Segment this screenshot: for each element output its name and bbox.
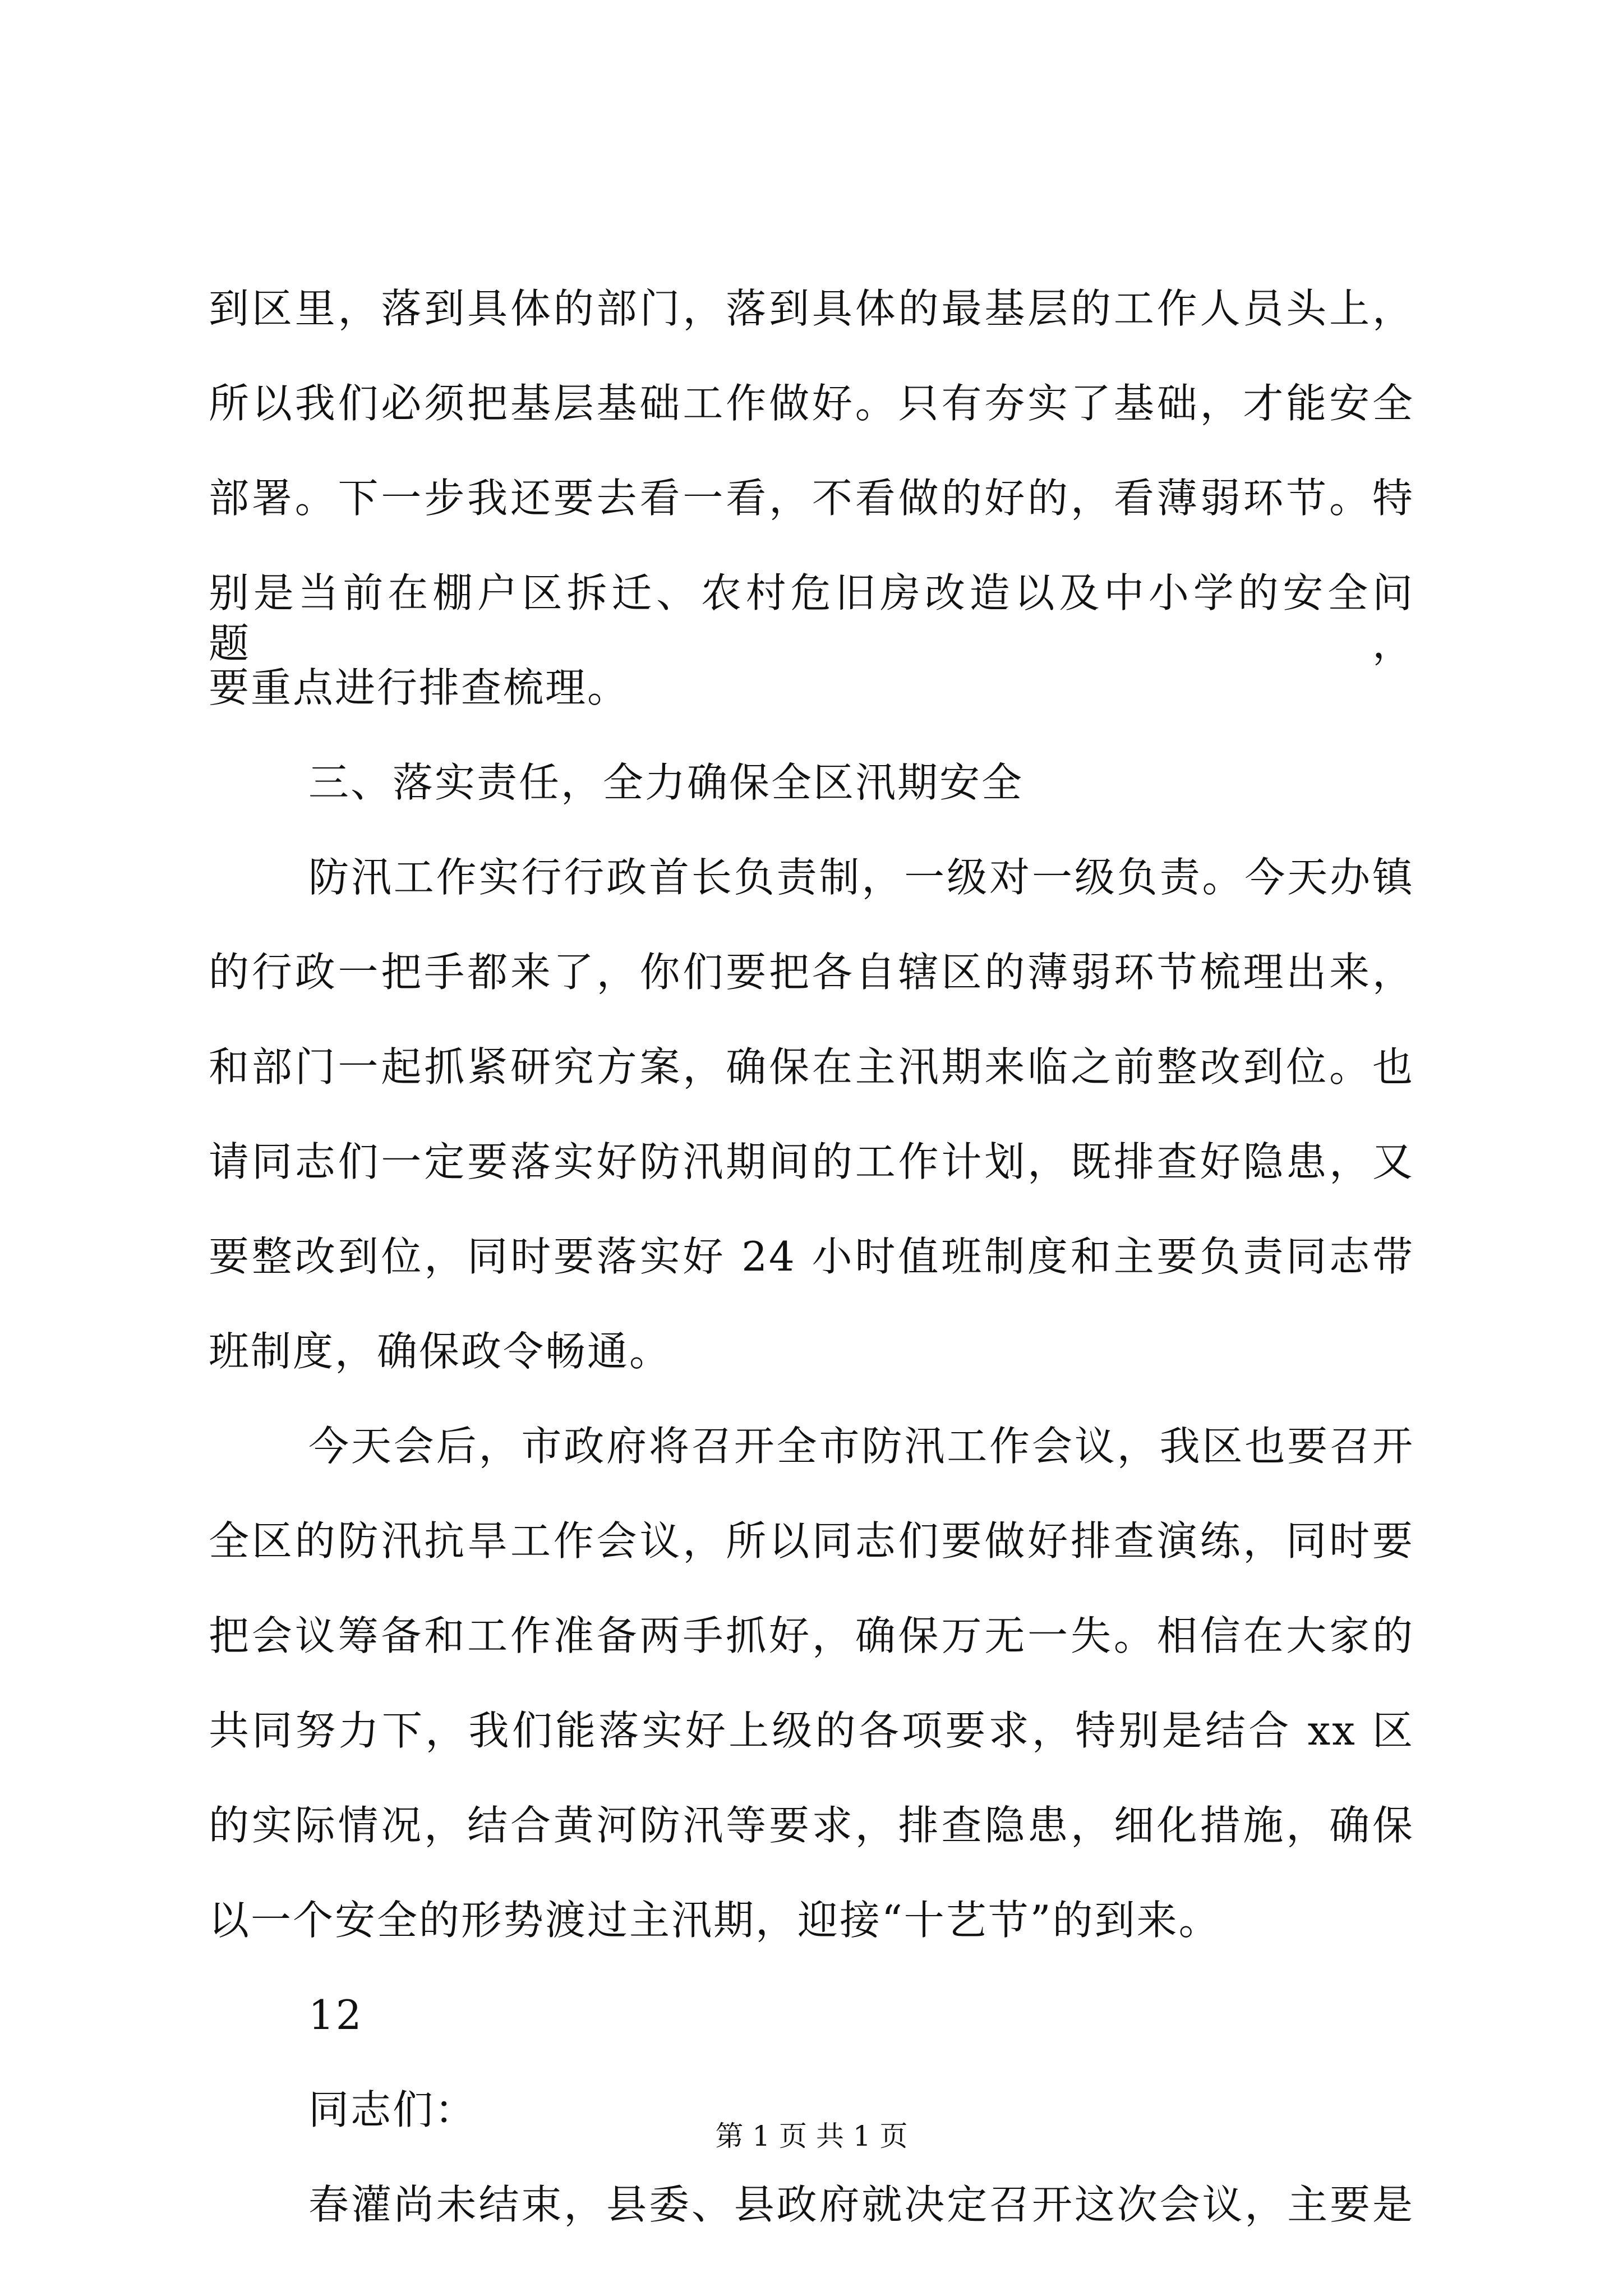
- paragraph-line: 共同努力下，我们能落实好上级的各项要求，特别是结合 xx 区: [209, 1707, 1414, 1754]
- paragraph-line: 到区里，落到具体的部门，落到具体的最基层的工作人员头上，: [209, 285, 1414, 332]
- paragraph-line: 把会议筹备和工作准备两手抓好，确保万无一失。相信在大家的: [209, 1612, 1414, 1659]
- paragraph-line: 别是当前在棚户区拆迁、农村危旧房改造以及中小学的安全问题，: [209, 569, 1414, 667]
- paragraph-line: 以一个安全的形势渡过主汛期，迎接“十艺节”的到来。: [209, 1897, 1221, 1944]
- salutation: 同志们：: [308, 2086, 477, 2133]
- paragraph-line: 今天会后，市政府将召开全市防汛工作会议，我区也要召开: [308, 1423, 1414, 1470]
- paragraph-line: 请同志们一定要落实好防汛期间的工作计划，既排查好隐患，又: [209, 1138, 1414, 1185]
- paragraph-line: 的行政一把手都来了，你们要把各自辖区的薄弱环节梳理出来，: [209, 949, 1414, 996]
- paragraph-line: 的实际情况，结合黄河防汛等要求，排查隐患，细化措施，确保: [209, 1802, 1414, 1849]
- paragraph-line: 要重点进行排查梳理。: [209, 664, 630, 711]
- paragraph-line: 所以我们必须把基层基础工作做好。只有夯实了基础，才能安全: [209, 380, 1414, 427]
- paragraph-line: 部署。下一步我还要去看一看，不看做的好的，看薄弱环节。特: [209, 475, 1414, 522]
- paragraph-line: 班制度，确保政令畅通。: [209, 1328, 672, 1375]
- section-heading: 三、落实责任，全力确保全区汛期安全: [308, 759, 1024, 806]
- paragraph-line: 要整改到位，同时要落实好 24 小时值班制度和主要负责同志带: [209, 1233, 1414, 1280]
- paragraph-line: 和部门一起抓紧研究方案，确保在主汛期来临之前整改到位。也: [209, 1043, 1414, 1091]
- paragraph-line: 全区的防汛抗旱工作会议，所以同志们要做好排查演练，同时要: [209, 1517, 1414, 1565]
- paragraph-line: 防汛工作实行行政首长负责制，一级对一级负责。今天办镇: [308, 854, 1414, 901]
- page-footer: 第 1 页 共 1 页: [715, 2120, 908, 2152]
- paragraph-line: 春灌尚未结束，县委、县政府就决定召开这次会议，主要是: [308, 2181, 1414, 2228]
- section-number: 12: [308, 1991, 363, 2039]
